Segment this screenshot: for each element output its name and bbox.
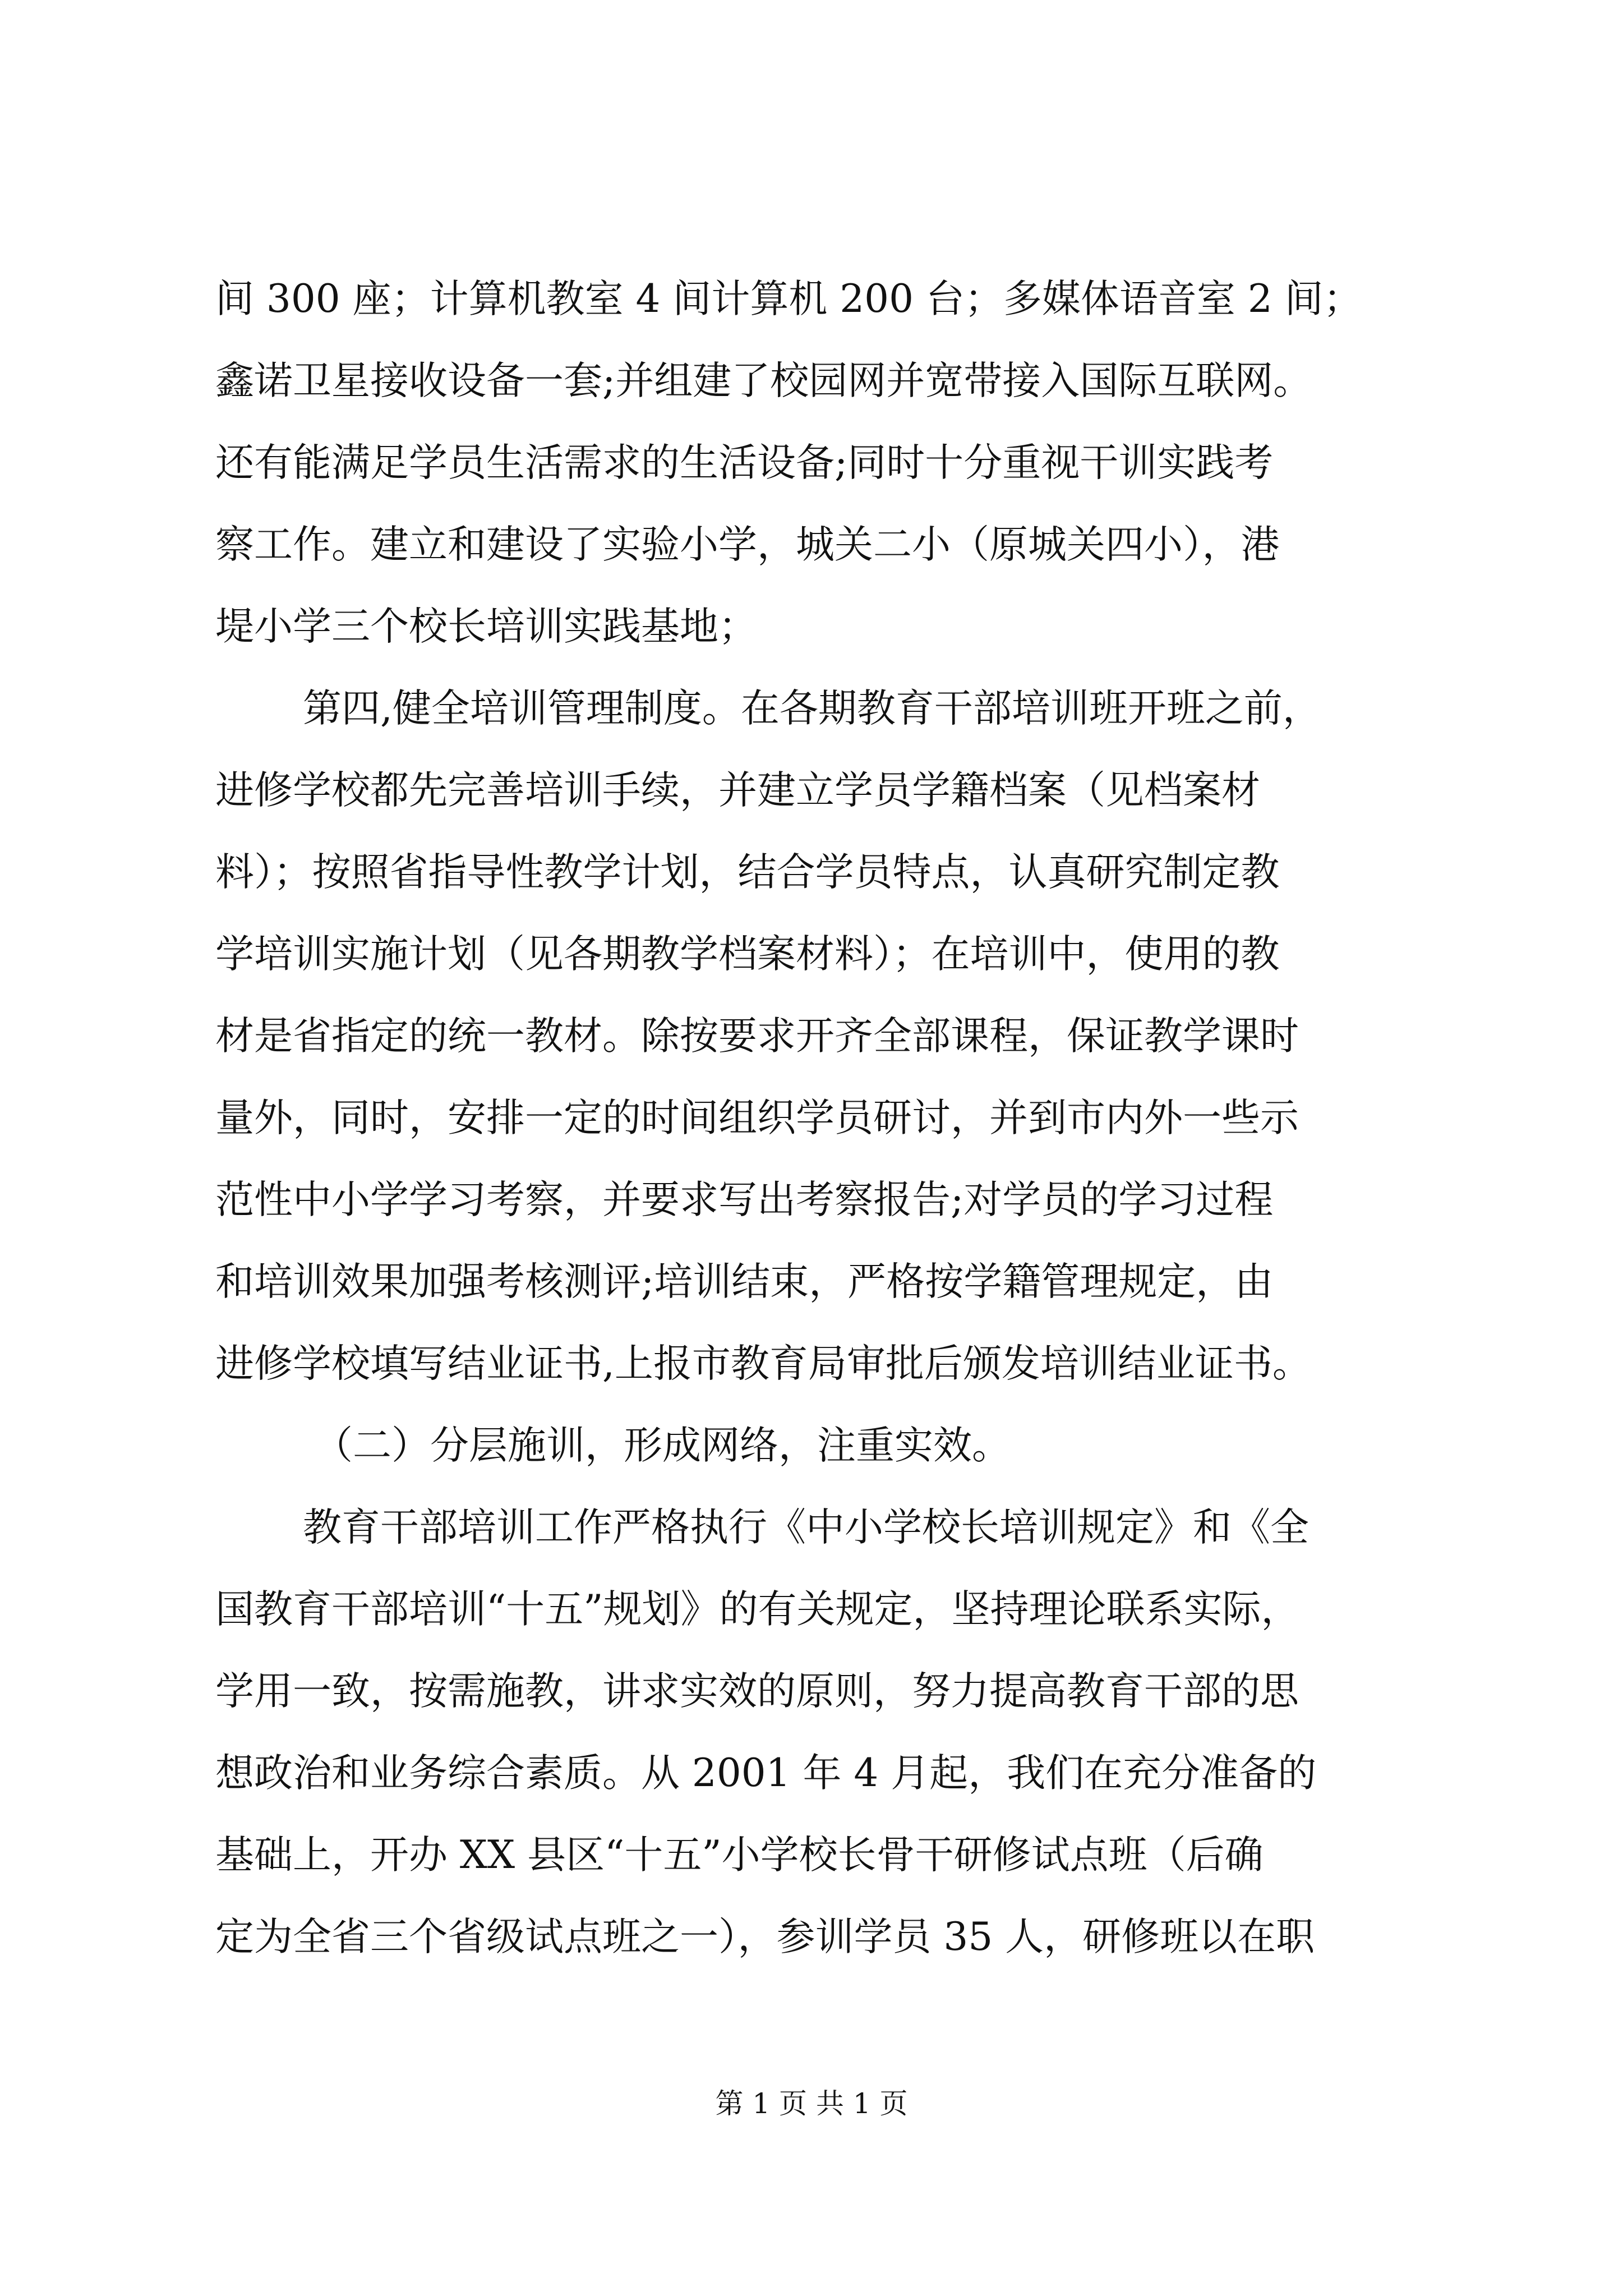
text-line: 基础上，开办 XX 县区“十五”小学校长骨干研修试点班（后确: [215, 1833, 1264, 1878]
text-line: 国教育干部培训“十五”规划》的有关规定，坚持理论联系实际，: [215, 1587, 1300, 1632]
text-line: 想政治和业务综合素质。从 2001 年 4 月起，我们在充分准备的: [215, 1751, 1317, 1796]
text-line: 鑫诺卫星接收设备一套;并组建了校园网并宽带接入国际互联网。: [215, 358, 1312, 403]
text-line: 材是省指定的统一教材。除按要求开齐全部课程，保证教学课时: [215, 1014, 1299, 1059]
text-line: 还有能满足学员生活需求的生活设备;同时十分重视干训实践考: [215, 440, 1274, 485]
page-number: 第 1 页 共 1 页: [715, 2087, 908, 2120]
paragraph-first-line: 第四,健全培训管理制度。在各期教育干部培训班开班之前，: [303, 686, 1321, 731]
text-line: 量外，同时，安排一定的时间组织学员研讨，并到市内外一些示: [215, 1096, 1299, 1140]
text-line: 学培训实施计划（见各期教学档案材料）；在培训中，使用的教: [215, 932, 1280, 977]
text-line: 间 300 座；计算机教室 4 间计算机 200 台；多媒体语音室 2 间；: [215, 277, 1362, 321]
text-line: 料）；按照省指导性教学计划，结合学员特点，认真研究制定教: [215, 850, 1280, 895]
text-line: 学用一致，按需施教，讲求实效的原则，努力提高教育干部的思: [215, 1669, 1299, 1714]
text-line: 进修学校填写结业证书,上报市教育局审批后颁发培训结业证书。: [215, 1341, 1311, 1386]
text-line: 进修学校都先完善培训手续，并建立学员学籍档案（见档案材: [215, 768, 1260, 813]
paragraph-first-line: 教育干部培训工作严格执行《中小学校长培训规定》和《全: [303, 1505, 1309, 1550]
text-line: 和培训效果加强考核测评;培训结束，严格按学籍管理规定，由: [215, 1259, 1274, 1304]
section-heading: （二）分层施训，形成网络，注重实效。: [314, 1423, 1011, 1468]
text-line: 察工作。建立和建设了实验小学，城关二小（原城关四小），港: [215, 522, 1280, 567]
text-line: 范性中小学学习考察，并要求写出考察报告;对学员的学习过程: [215, 1177, 1274, 1222]
text-line: 堤小学三个校长培训实践基地；: [215, 604, 757, 649]
text-line: 定为全省三个省级试点班之一），参训学员 35 人，研修班以在职: [215, 1915, 1315, 1959]
